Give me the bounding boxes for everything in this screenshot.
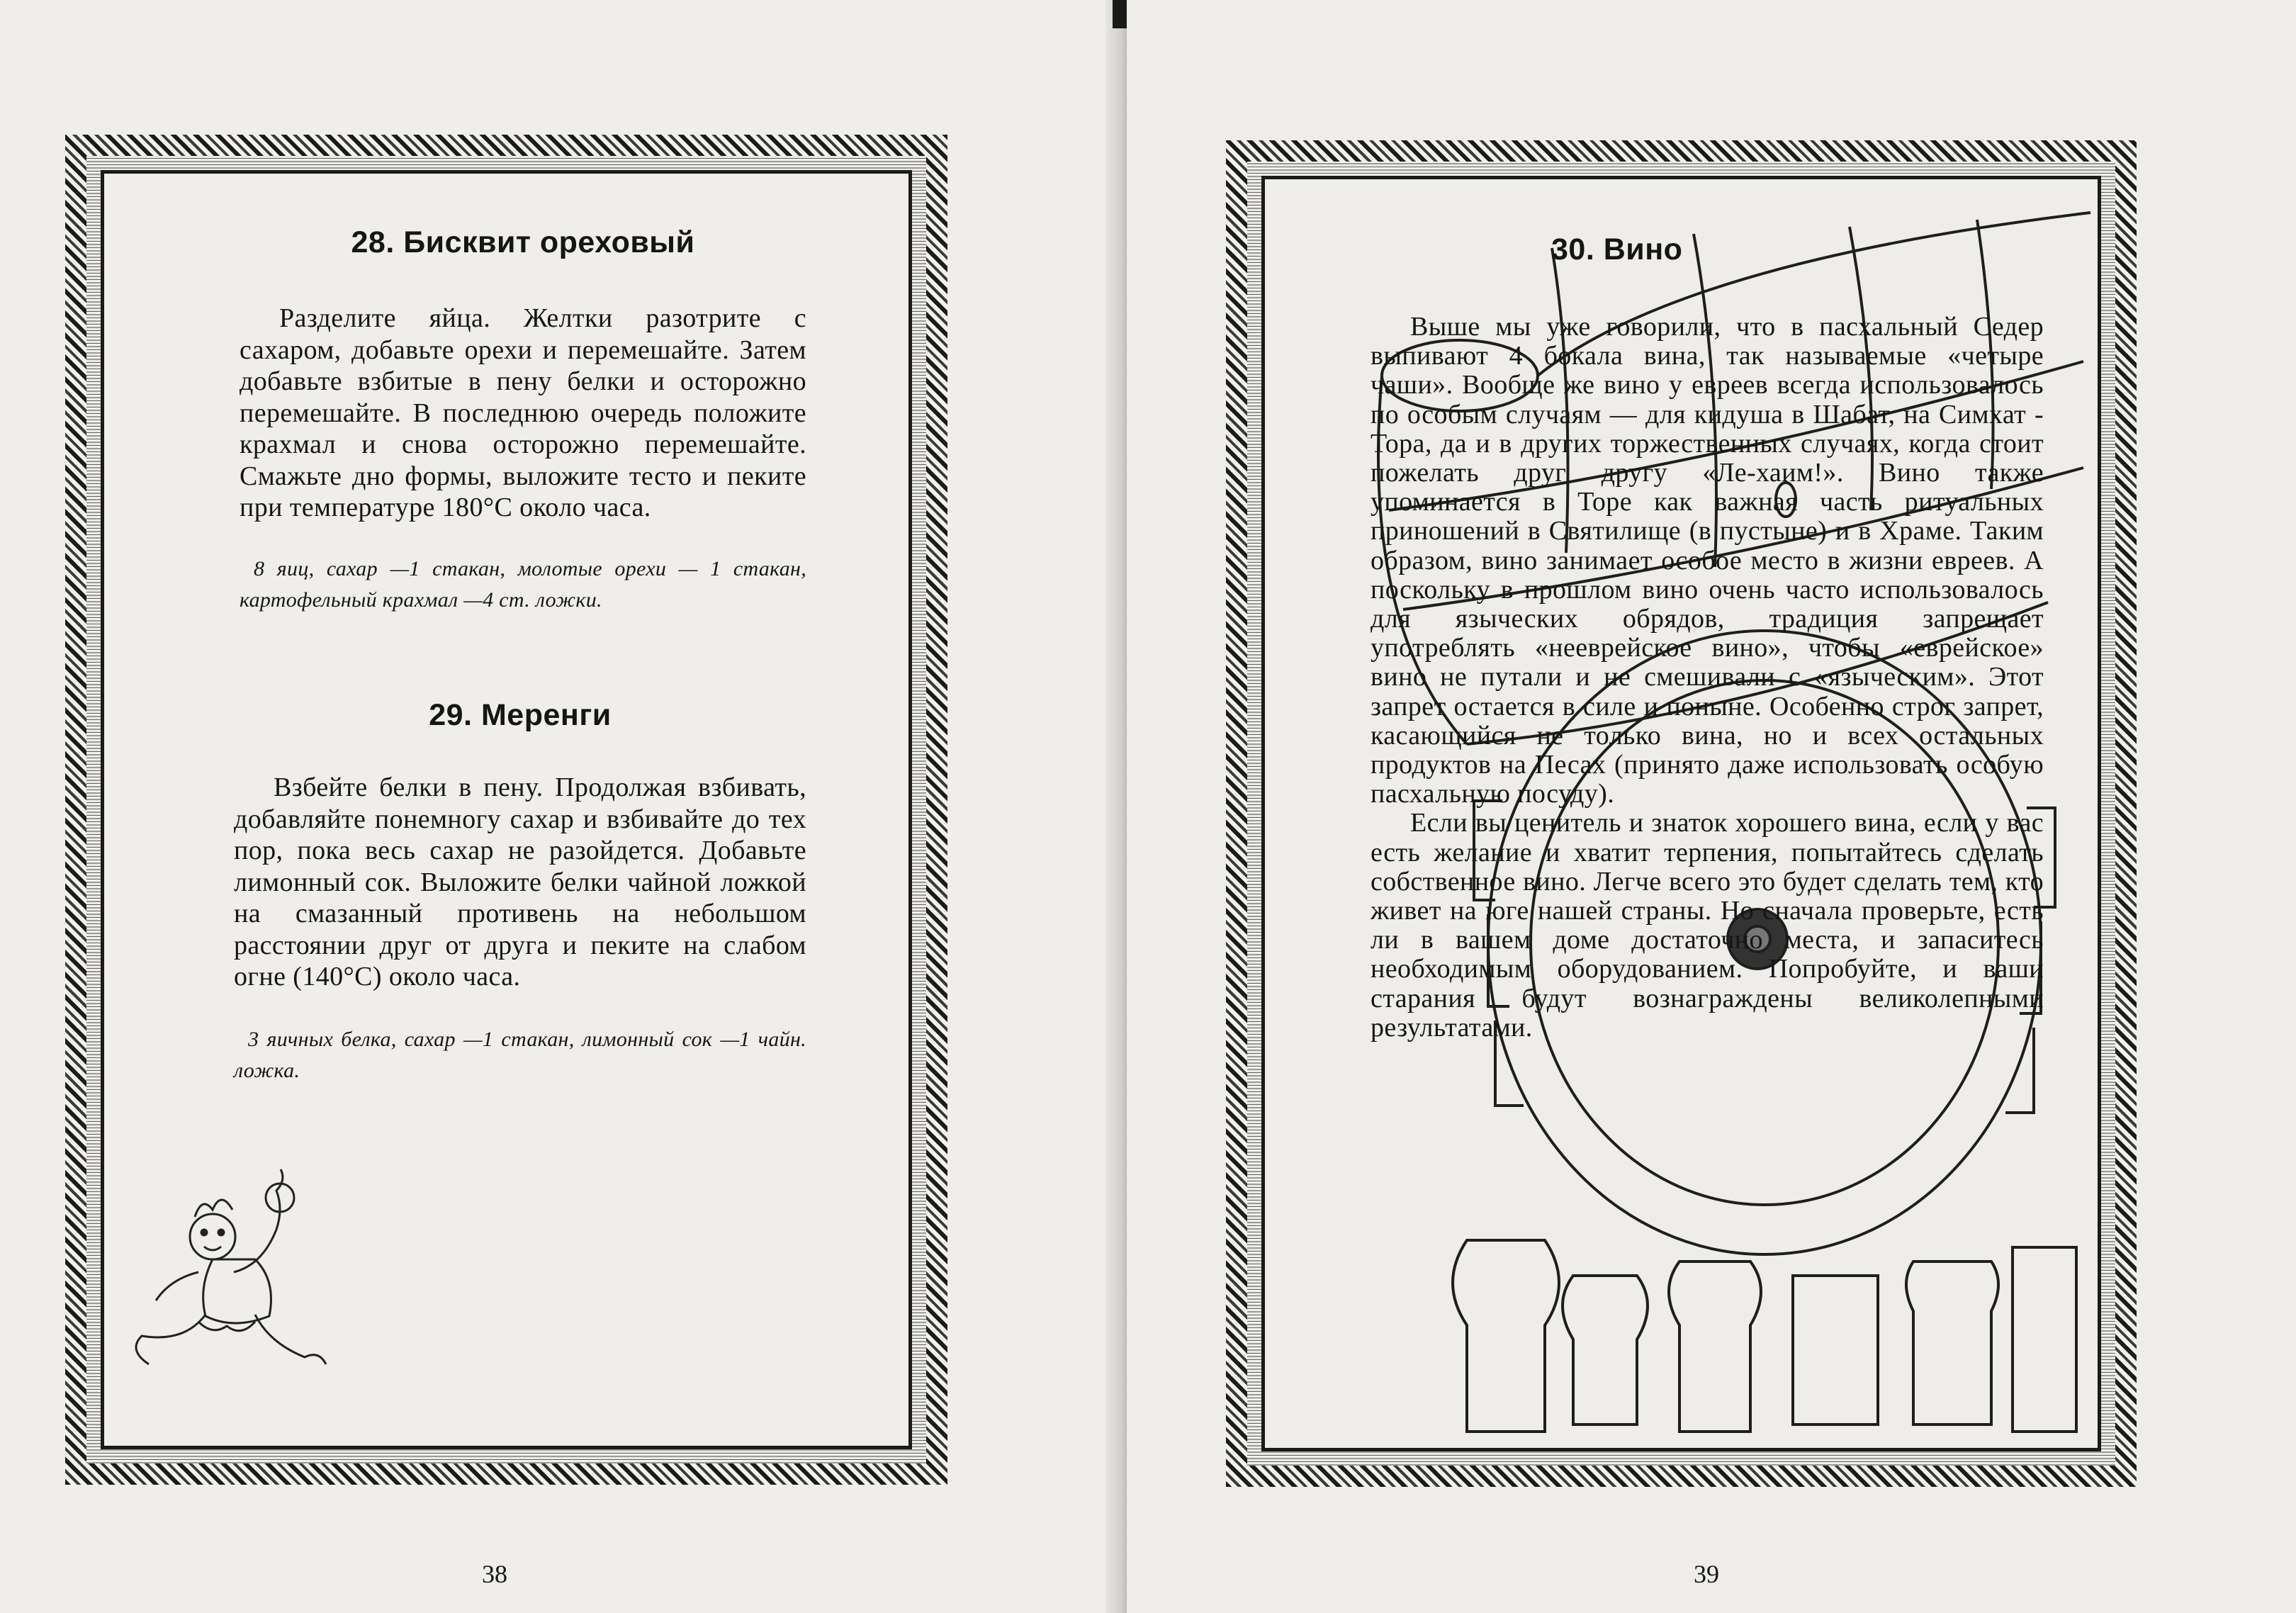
- recipe-text: Взбейте белки в пену. Продолжая взбивать, добавляйте понемногу сахар и взбивайте до тех пор, пока весь сахар не разойдется. Добавьте лимонный сок. Выложите белки чайной ложкой на смазанный противень на небольшом расстоянии друг от друга и пеките на слабом огне (140°С) около часа.: [234, 772, 806, 991]
- page-number: 39: [1694, 1560, 1719, 1588]
- recipe-29: [234, 698, 806, 1086]
- right-page: [1127, 0, 2296, 1613]
- recipe-28: [240, 225, 806, 616]
- recipe-text: Выше мы уже говорили, что в пасхальный Седер выпивают 4 бокала вина, так называемые «четыре чаши». Вообще же вино у евреев всегда использовалось по особым случаям — для кидуша в Шабат, на Симхат - Тора, да и в других торжественных случаях, когда стоит пожелать друг другу «Ле-хаим!». Вино также упоминается в Торе как важная часть ритуальных приношений в Святилище (в пустыне) и в Храме. Таким образом, вино занимает особое место в жизни евреев. А поскольку в прошлом вино очень часто использовалось для языческих обрядов, традиция запрещает употреблять «нееврейское вино», чтобы «еврейское» вино не путали и не смешивали с «языческим». Этот запрет остается в силе и поныне. Особенно строг запрет, касающийся не только вина, но и всех остальных продуктов на Песах (принято даже использовать особую пасхальную посуду).: [1371, 312, 2044, 809]
- recipe-text: Разделите яйца. Желтки разотрите с сахаром, добавьте орехи и перемешайте. Затем добавьте взбитые в пену белки и осторожно перемешайте. В последнюю очередь положите крахмал и снова осторожно перемешайте. Смажьте дно формы, выложите тесто и пеките при температуре 180°С около часа.: [240, 303, 806, 522]
- left-page: [0, 0, 1127, 1613]
- recipe-title: 28. Бисквит ореховый: [351, 225, 695, 259]
- recipe-text: Если вы ценитель и знаток хорошего вина, если у вас есть желание и хватит терпения, попытайтесь сделать собственное вино. Легче всего это будет сделать тем, кто живет на юге нашей страны. Но сначала проверьте, есть ли в вашем доме достаточно места, и запаситесь необходимым оборудованием. Попробуйте, и ваши старания будут вознаграждены великолепными результатами.: [1371, 808, 2044, 1042]
- recipe-30: [1371, 232, 2044, 1042]
- dancing-figure-icon: [128, 1173, 383, 1414]
- page-number: 38: [482, 1560, 507, 1588]
- recipe-title: 29. Меренги: [429, 698, 612, 732]
- recipe-ingredients: 8 яиц, сахар —1 стакан, молотые орехи — 1 стакан, картофельный крахмал —4 ст. ложки.: [240, 556, 806, 612]
- recipe-title: 30. Вино: [1551, 232, 1683, 266]
- recipe-ingredients: 3 яичных белка, сахар —1 стакан, лимонный сок —1 чайн. ложка.: [234, 1027, 806, 1082]
